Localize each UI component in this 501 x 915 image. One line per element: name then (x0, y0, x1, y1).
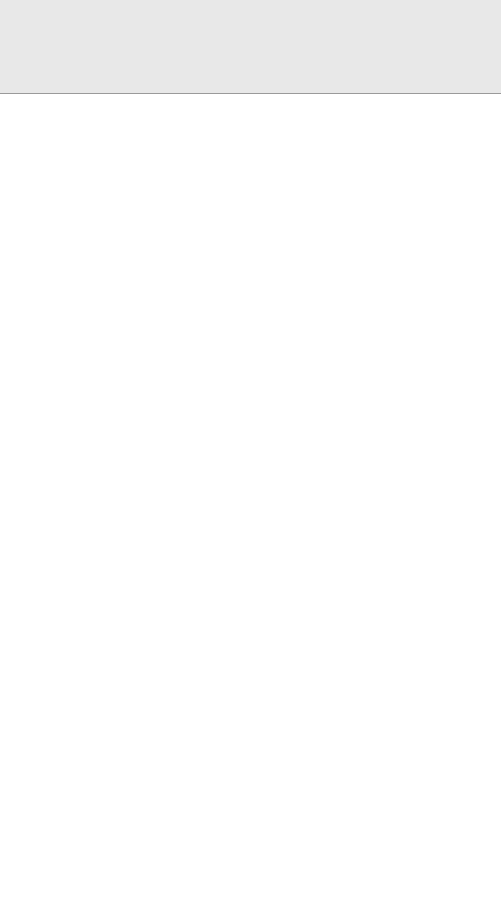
table-header (0, 0, 501, 94)
header-divider (0, 93, 501, 94)
catalyst-table (0, 0, 501, 94)
